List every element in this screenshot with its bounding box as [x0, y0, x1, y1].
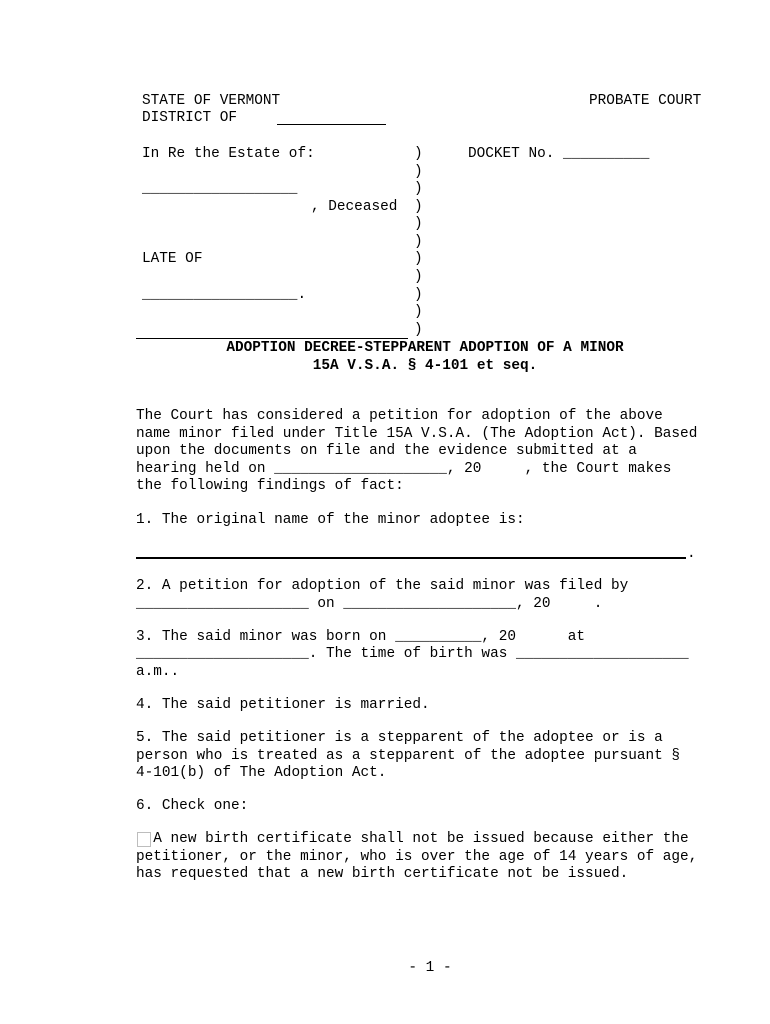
intro-line-1: The Court has considered a petition for adoption of the above [136, 408, 663, 424]
option-a-line-1: A new birth certificate shall not be issued because either the [136, 831, 689, 847]
late-of-label: LATE OF [142, 251, 203, 267]
paren-8: ) [414, 269, 423, 285]
finding-3-line-2: ____________________. The time of birth was ____________________ [136, 646, 689, 662]
decedent-name-blank[interactable]: __________________ [142, 181, 298, 197]
finding-5-line-3: 4-101(b) of The Adoption Act. [136, 765, 387, 781]
finding-2-line-2: ____________________ on ____________________, 20 . [136, 596, 603, 612]
finding-5-line-2: person who is treated as a stepparent of the adoptee pursuant § [136, 748, 681, 764]
paren-7: ) [414, 251, 423, 267]
deceased-label: , Deceased [311, 199, 398, 215]
intro-line-4: hearing held on ____________________, 20 , the Court makes [136, 461, 672, 477]
page-number: - 1 - [408, 960, 452, 976]
district-blank[interactable] [277, 124, 386, 125]
late-of-blank[interactable]: __________________. [142, 287, 307, 303]
finding-1-period: . [687, 546, 696, 562]
district-label: DISTRICT OF [142, 110, 237, 126]
paren-2: ) [414, 164, 423, 180]
state-label: STATE OF VERMONT [142, 93, 281, 109]
finding-4: 4. The said petitioner is married. [136, 697, 430, 713]
finding-6: 6. Check one: [136, 798, 249, 814]
paren-3: ) [414, 181, 423, 197]
document-title: ADOPTION DECREE-STEPPARENT ADOPTION OF A MINOR [226, 340, 624, 356]
intro-line-5: the following findings of fact: [136, 478, 404, 494]
finding-3-line-3: a.m.. [136, 664, 180, 680]
paren-9: ) [414, 287, 423, 303]
finding-2-line-1: 2. A petition for adoption of the said minor was filed by [136, 578, 629, 594]
paren-4: ) [414, 199, 423, 215]
finding-5-line-1: 5. The said petitioner is a stepparent of the adoptee or is a [136, 730, 663, 746]
intro-line-3: upon the documents on file and the evidence submitted at a [136, 443, 637, 459]
intro-line-2: name minor filed under Title 15A V.S.A. (The Adoption Act). Based [136, 426, 698, 442]
statute-citation: 15A V.S.A. § 4-101 et seq. [312, 358, 538, 374]
paren-1: ) [414, 146, 423, 162]
original-name-blank[interactable] [136, 557, 686, 559]
caption-bottom-rule [136, 338, 408, 339]
finding-1: 1. The original name of the minor adoptee is: [136, 512, 525, 528]
option-a-line-3: has requested that a new birth certificate not be issued. [136, 866, 629, 882]
paren-10: ) [414, 304, 423, 320]
court-label: PROBATE COURT [589, 93, 702, 109]
docket-number[interactable]: DOCKET No. __________ [468, 146, 650, 162]
in-re-label: In Re the Estate of: [142, 146, 315, 162]
paren-6: ) [414, 234, 423, 250]
finding-3-line-1: 3. The said minor was born on __________, 20 at [136, 629, 586, 645]
paren-11: ) [414, 322, 423, 338]
option-a-line-2: petitioner, or the minor, who is over the age of 14 years of age, [136, 849, 698, 865]
paren-5: ) [414, 216, 423, 232]
